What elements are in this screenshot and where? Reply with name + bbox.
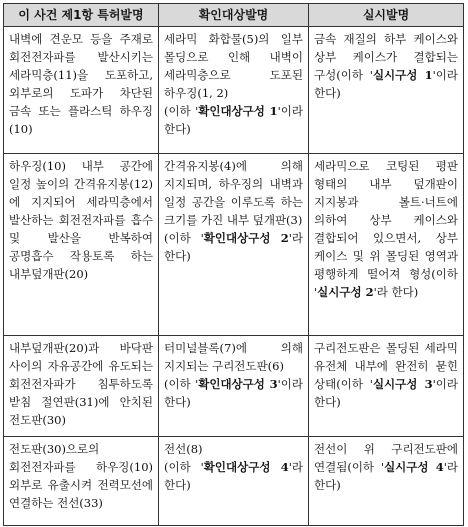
implementation-cell: 구리전도판은 몰딩된 세라믹 유전체 내부에 완전히 묻힌 상태(이하 '실시구성 3'이라 한다) — [309, 336, 464, 437]
target-label-name: 확인대상구성 2 — [203, 231, 289, 245]
patent-cell: 내벽에 견운모 등을 주재로 회전전자파를 발산시키는 세라믹층(11)을 도포하고, 외부로의 도파가 차단된 금속 또는 플라스틱 하우징(10) — [4, 27, 159, 154]
target-cell — [159, 336, 309, 437]
implementation-desc: 전선이 위 구리전도판에 연결됨(이하 ' — [314, 442, 458, 474]
header-row — [4, 4, 464, 27]
patent-cell: 전도판(30)으로의 회전전자파를 하우징(10) 외부로 유출시켜 전력모선에 연결하는 전선(33) — [4, 437, 159, 526]
target-desc: 터미널블록(7)에 의해 지지되는 구리전도판(6) — [164, 341, 303, 373]
target-desc: 세라믹 화합물(5)의 일부 몰딩으로 인해 내벽이 세라믹층으로 도포된 하우징(1, 2) — [164, 32, 303, 100]
target-label-name: 확인대상구성 4 — [203, 460, 289, 474]
target-cell — [159, 437, 309, 526]
implementation-cell: 세라믹으로 코팅된 평판 형태의 내부 덮개판이 지지봉과 볼트·너트에 의하여 상부 케이스와 결합되어 있으면서, 상부 케이스 및 위 몰딩된 영역과 평행하게 떨어져 형성(이하 '실시구성 2'라 한다) — [309, 154, 464, 336]
implementation-label-name: 실시구성 1 — [372, 68, 433, 82]
target-label: (이하 '확인대상구성 3'이라 한다) — [164, 377, 303, 409]
implementation-cell: 금속 재질의 하부 케이스와 상부 케이스가 결합되는 구성(이하 '실시구성 1'이라 한다) — [309, 27, 464, 154]
patent-cell: 내부덮개판(20)과 바닥판 사이의 자유공간에 유도되는 회전전자파가 침투하도록 받침 절연판(31)에 안치된 전도판(30) — [4, 336, 159, 437]
implementation-label-name: 실시구성 2 — [317, 285, 374, 299]
target-label-name: 확인대상구성 3 — [198, 377, 278, 391]
table-row — [4, 27, 464, 154]
target-cell — [159, 27, 309, 154]
implementation-label-name: 실시구성 4 — [384, 460, 444, 474]
table-row — [4, 154, 464, 336]
implementation-desc: 금속 재질의 하부 케이스와 상부 케이스가 결합되는 구성(이하 ' — [314, 32, 458, 82]
target-label: (이하 '확인대상구성 1'이라 한다) — [164, 104, 303, 136]
comparison-table — [3, 3, 464, 526]
implementation-label-name: 실시구성 3 — [372, 377, 433, 391]
target-desc: 전선(8) — [164, 442, 203, 456]
target-label: (이하 '확인대상구성 2'라 한다) — [164, 231, 303, 263]
table-row — [4, 437, 464, 526]
target-cell — [159, 154, 309, 336]
header-target: 확인대상발명 — [159, 4, 309, 27]
table-row — [4, 336, 464, 437]
target-label: (이하 '확인대상구성 4'라 한다) — [164, 460, 303, 492]
header-implementation: 실시발명 — [309, 4, 464, 27]
implementation-cell: 전선이 위 구리전도판에 연결됨(이하 '실시구성 4'라 한다) — [309, 437, 464, 526]
target-label-name: 확인대상구성 1 — [198, 104, 278, 118]
header-patent: 이 사건 제1항 특허발명 — [4, 4, 159, 27]
implementation-desc: 세라믹으로 코팅된 평판 형태의 내부 덮개판이 지지봉과 볼트·너트에 의하여 상부 케이스와 결합되어 있으면서, 상부 케이스 및 위 몰딩된 영역과 평행하게 떨어져 형성(이하 ' — [314, 159, 458, 299]
implementation-desc: 구리전도판은 몰딩된 세라믹 유전체 내부에 완전히 묻힌 상태(이하 ' — [314, 341, 458, 391]
target-desc: 간격유지봉(4)에 의해 지지되며, 하우징의 내벽과 일정 공간을 이루도록 하는 크기를 가진 내부 덮개판(3) — [164, 159, 303, 227]
patent-cell: 하우징(10) 내부 공간에 일정 높이의 간격유지봉(12)에 지지되어 세라믹층에서 발산하는 회전전자파를 흡수 및 발산을 반복하여 공명흡수 작용토록 하는 내부덮개판(20) — [4, 154, 159, 336]
